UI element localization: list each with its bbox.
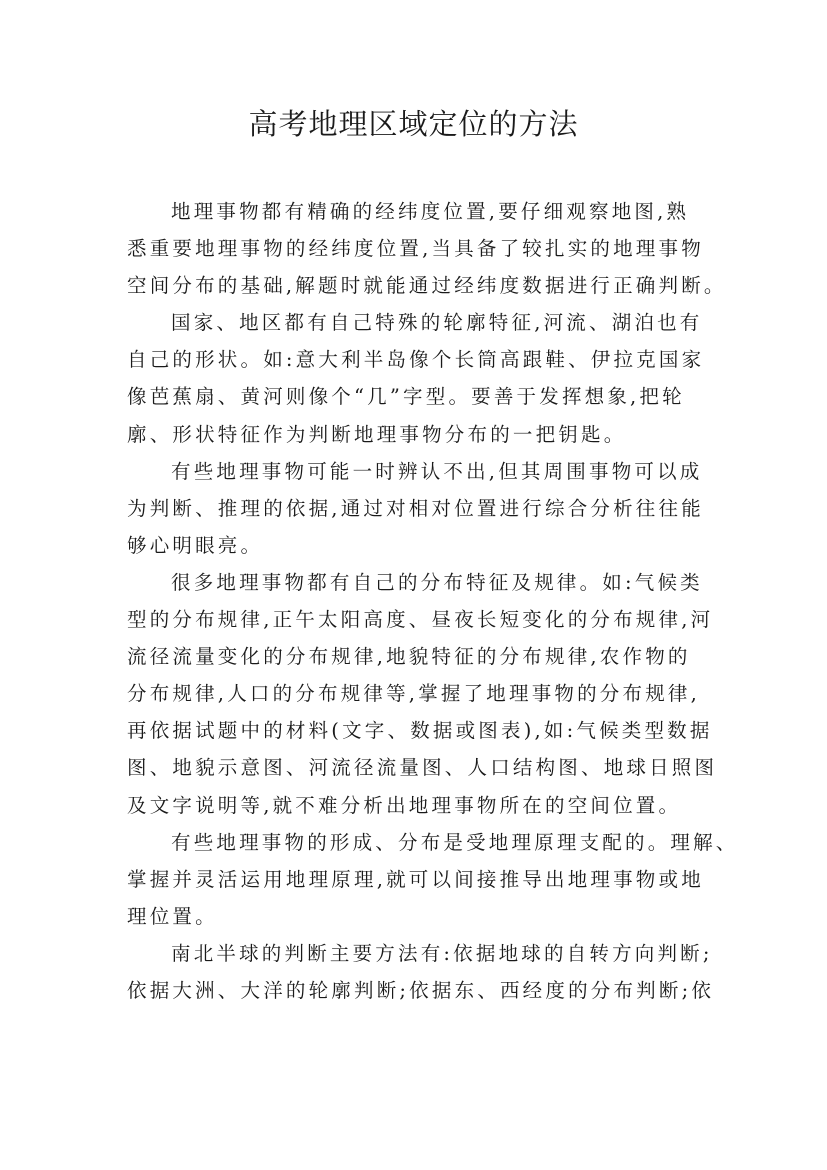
paragraph-line: 掌握并灵活运用地理原理,就可以间接推导出地理事物或地	[127, 867, 704, 891]
paragraph-line: 型的分布规律,正午太阳高度、昼夜长短变化的分布规律,河	[127, 608, 714, 632]
paragraph-line: 依据大洲、大洋的轮廓判断;依据东、西经度的分布判断;依	[127, 978, 715, 1002]
paragraph-line: 理位置。	[127, 904, 218, 928]
paragraph-line: 图、地貌示意图、河流径流量图、人口结构图、地球日照图	[127, 756, 718, 780]
document-title: 高考地理区域定位的方法	[248, 107, 579, 141]
paragraph-line: 够心明眼亮。	[127, 533, 264, 557]
paragraph-line: 流径流量变化的分布规律,地貌特征的分布规律,农作物的	[127, 645, 691, 669]
paragraph-line: 有些地理事物可能一时辨认不出,但其周围事物可以成	[171, 459, 703, 483]
paragraph-line: 分布规律,人口的分布规律等,掌握了地理事物的分布规律,	[127, 682, 700, 706]
paragraph-line: 及文字说明等,就不难分析出地理事物所在的空间位置。	[127, 793, 682, 817]
paragraph-line: 空间分布的基础,解题时就能通过经纬度数据进行正确判断。	[127, 274, 727, 298]
paragraph-line: 有些地理事物的形成、分布是受地理原理支配的。理解、	[171, 830, 739, 854]
paragraph-line: 为判断、推理的依据,通过对相对位置进行综合分析往往能	[127, 496, 704, 520]
paragraph-line: 地理事物都有精确的经纬度位置,要仔细观察地图,熟	[171, 200, 690, 223]
paragraph-line: 再依据试题中的材料(文字、数据或图表),如:气候类型数据	[127, 719, 713, 743]
paragraph-line: 南北半球的判断主要方法有:依据地球的自转方向判断;	[171, 941, 713, 965]
paragraph-line: 很多地理事物都有自己的分布特征及规律。如:气候类	[171, 570, 703, 594]
paragraph-line: 廓、形状特征作为判断地理事物分布的一把钥匙。	[127, 422, 627, 446]
document-body	[127, 193, 739, 1009]
paragraph-line: 自己的形状。如:意大利半岛像个长筒高跟鞋、伊拉克国家	[127, 348, 705, 372]
paragraph-line: 悉重要地理事物的经纬度位置,当具备了较扎实的地理事物	[127, 237, 704, 261]
paragraph-line: 像芭蕉扇、黄河则像个“几”字型。要善于发挥想象,把轮	[127, 385, 685, 409]
paragraph-line: 国家、地区都有自己特殊的轮廓特征,河流、湖泊也有	[171, 311, 703, 335]
